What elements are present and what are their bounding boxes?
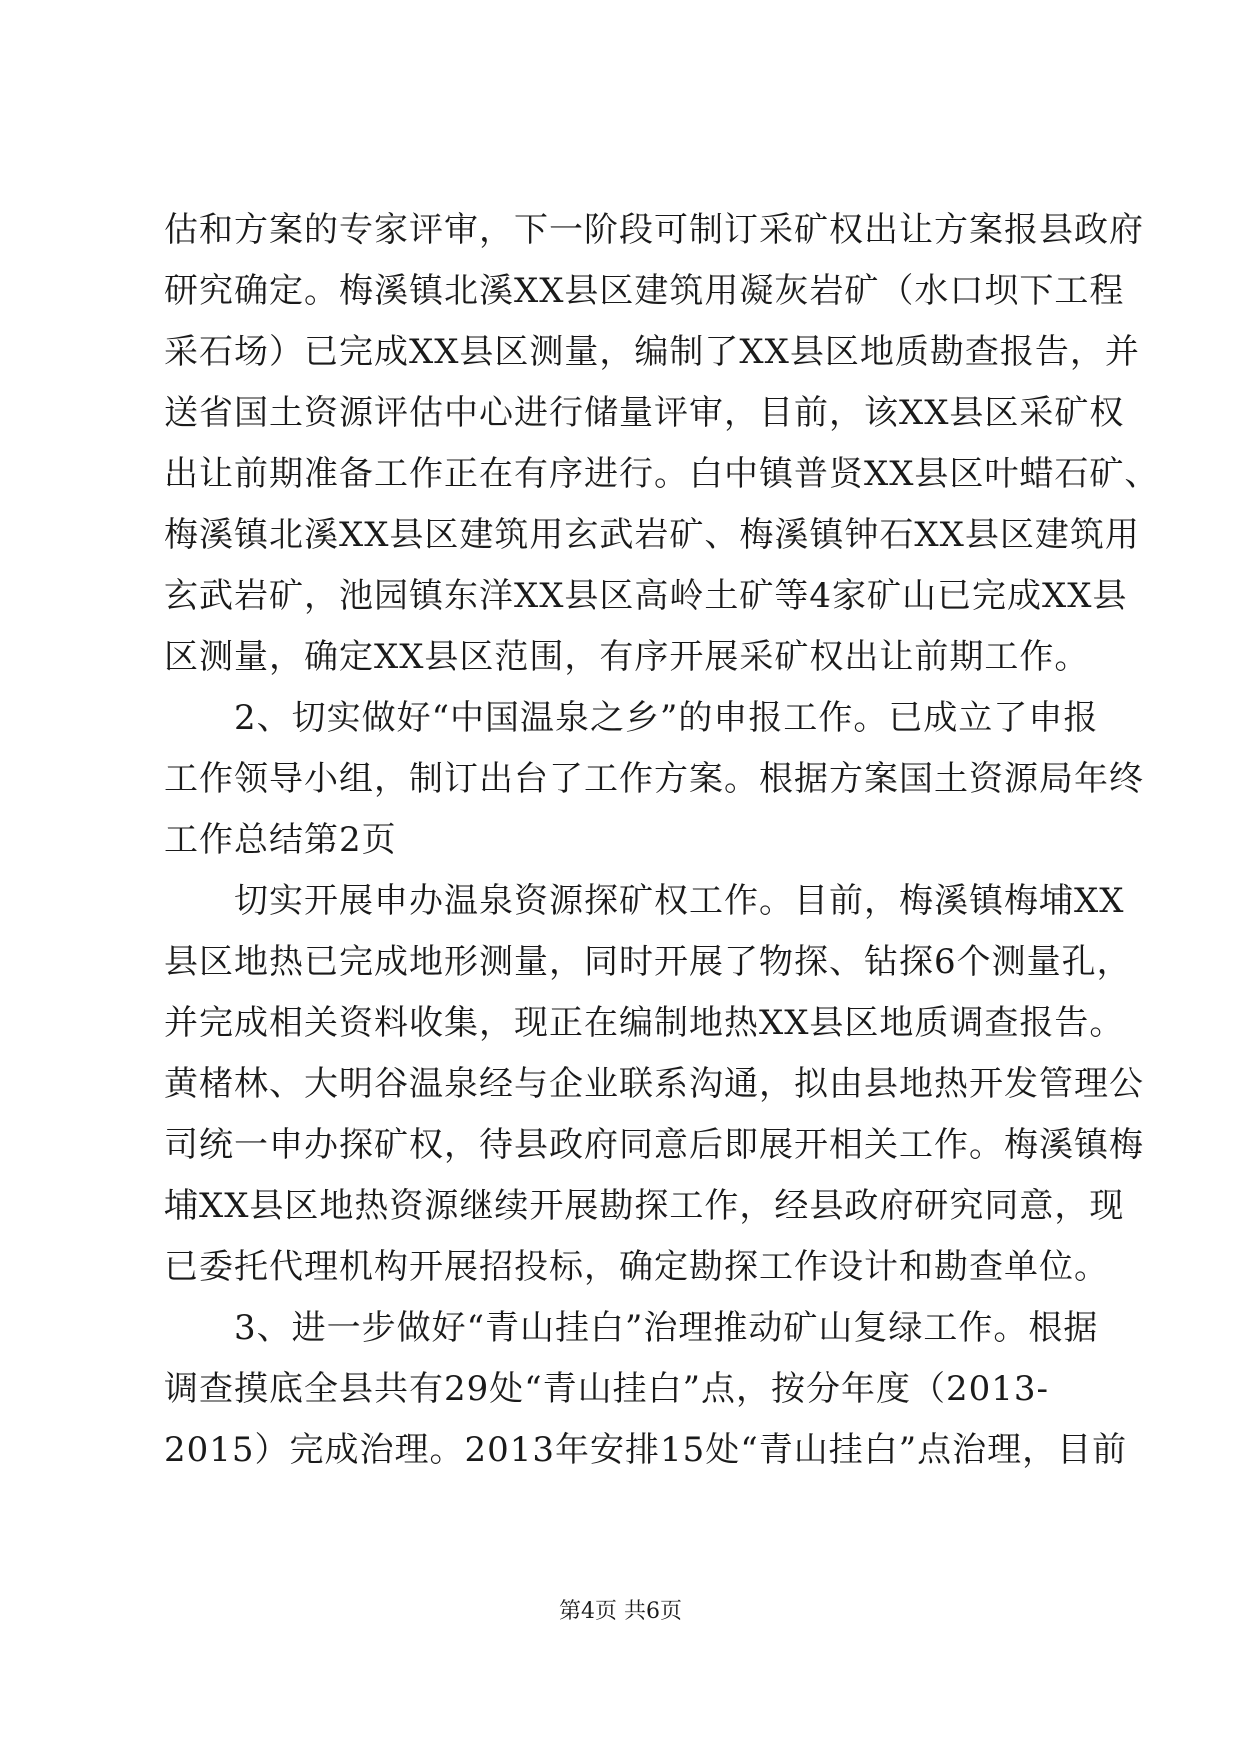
body-text-line: 司统一申办探矿权，待县政府同意后即展开相关工作。梅溪镇梅: [164, 1125, 1144, 1165]
body-text-line: 估和方案的专家评审，下一阶段可制订采矿权出让方案报县政府: [164, 210, 1144, 250]
body-text-line: 采石场）已完成XX县区测量，编制了XX县区地质勘查报告，并: [164, 332, 1140, 372]
body-text-line: 出让前期准备工作正在有序进行。白中镇普贤XX县区叶蜡石矿、: [164, 454, 1160, 494]
body-text-line: 区测量，确定XX县区范围，有序开展采矿权出让前期工作。: [164, 637, 1090, 677]
body-text-line: 埔XX县区地热资源继续开展勘探工作，经县政府研究同意，现: [164, 1186, 1125, 1226]
body-text-line: 2、切实做好“中国温泉之乡”的申报工作。已成立了申报: [164, 698, 1099, 738]
body-text-line: 梅溪镇北溪XX县区建筑用玄武岩矿、梅溪镇钟石XX县区建筑用: [164, 515, 1140, 555]
body-text-line: 县区地热已完成地形测量，同时开展了物探、钻探6个测量孔，: [164, 942, 1132, 982]
body-text-line: 工作领导小组，制订出台了工作方案。根据方案国土资源局年终: [164, 759, 1144, 799]
body-text-line: 2015）完成治理。2013年安排15处“青山挂白”点治理，目前: [164, 1430, 1128, 1470]
page-footer: 第4页 共6页: [559, 1599, 682, 1624]
body-text-line: 黄楮林、大明谷温泉经与企业联系沟通，拟由县地热开发管理公: [164, 1064, 1144, 1104]
body-text-line: 3、进一步做好“青山挂白”治理推动矿山复绿工作。根据: [164, 1308, 1099, 1348]
body-text-line: 研究确定。梅溪镇北溪XX县区建筑用凝灰岩矿（水口坝下工程: [164, 271, 1125, 311]
body-text-line: 并完成相关资料收集，现正在编制地热XX县区地质调查报告。: [164, 1003, 1125, 1043]
body-text-line: 玄武岩矿，池园镇东洋XX县区高岭土矿等4家矿山已完成XX县: [164, 576, 1128, 616]
body-text-line: 送省国土资源评估中心进行储量评审，目前，该XX县区采矿权: [164, 393, 1125, 433]
body-text-line: 调查摸底全县共有29处“青山挂白”点，按分年度（2013-: [164, 1369, 1050, 1409]
body-text-line: 工作总结第2页: [164, 820, 397, 860]
body-text-line: 切实开展申办温泉资源探矿权工作。目前，梅溪镇梅埔XX: [164, 881, 1125, 921]
body-text-line: 已委托代理机构开展招投标，确定勘探工作设计和勘查单位。: [164, 1247, 1109, 1287]
